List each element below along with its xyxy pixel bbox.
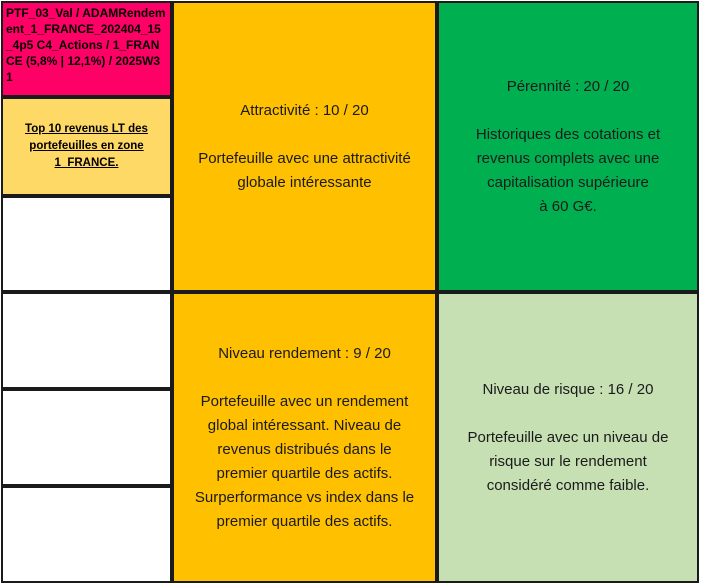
rendement-cell — [172, 292, 437, 583]
risque-heading: Niveau de risque : 16 / 20 — [482, 380, 654, 398]
portfolio-title: PTF_03_Val / ADAMRendement_1_FRANCE_202404_15_4p5 C4_Actions / 1_FRANCE (5,8% | 12,1%) / 2025W31 — [6, 6, 166, 84]
top10-label: Top 10 revenus LT des portefeuilles en zone 1_FRANCE. — [25, 123, 148, 169]
empty-cell-3 — [1, 389, 172, 486]
empty-cell-4 — [1, 486, 172, 583]
rendement-description: Portefeuille avec un rendement global intéressant. Niveau de revenus distribués dans le premier quartile des actifs. Surperformance vs index dans le premier quartile des actifs. — [194, 392, 415, 530]
top10-cell — [1, 97, 172, 196]
risque-description: Portefeuille avec un niveau de risque sur le rendement considéré comme faible. — [467, 428, 669, 494]
empty-cell-1 — [1, 196, 172, 292]
perennite-cell — [437, 1, 699, 292]
portfolio-title-cell — [1, 1, 172, 97]
rendement-heading: Niveau rendement : 9 / 20 — [218, 344, 391, 362]
empty-cell-2 — [1, 292, 172, 389]
perennite-heading: Pérennité : 20 / 20 — [506, 77, 630, 95]
perennite-description: Historiques des cotations et revenus complets avec une capitalisation supérieure à 60 G€. — [475, 125, 661, 215]
attractivite-heading: Attractivité : 10 / 20 — [240, 101, 369, 119]
attractivite-cell — [172, 1, 437, 292]
attractivite-description: Portefeuille avec une attractivité globale intéressante — [198, 149, 411, 191]
risque-cell — [437, 292, 699, 583]
